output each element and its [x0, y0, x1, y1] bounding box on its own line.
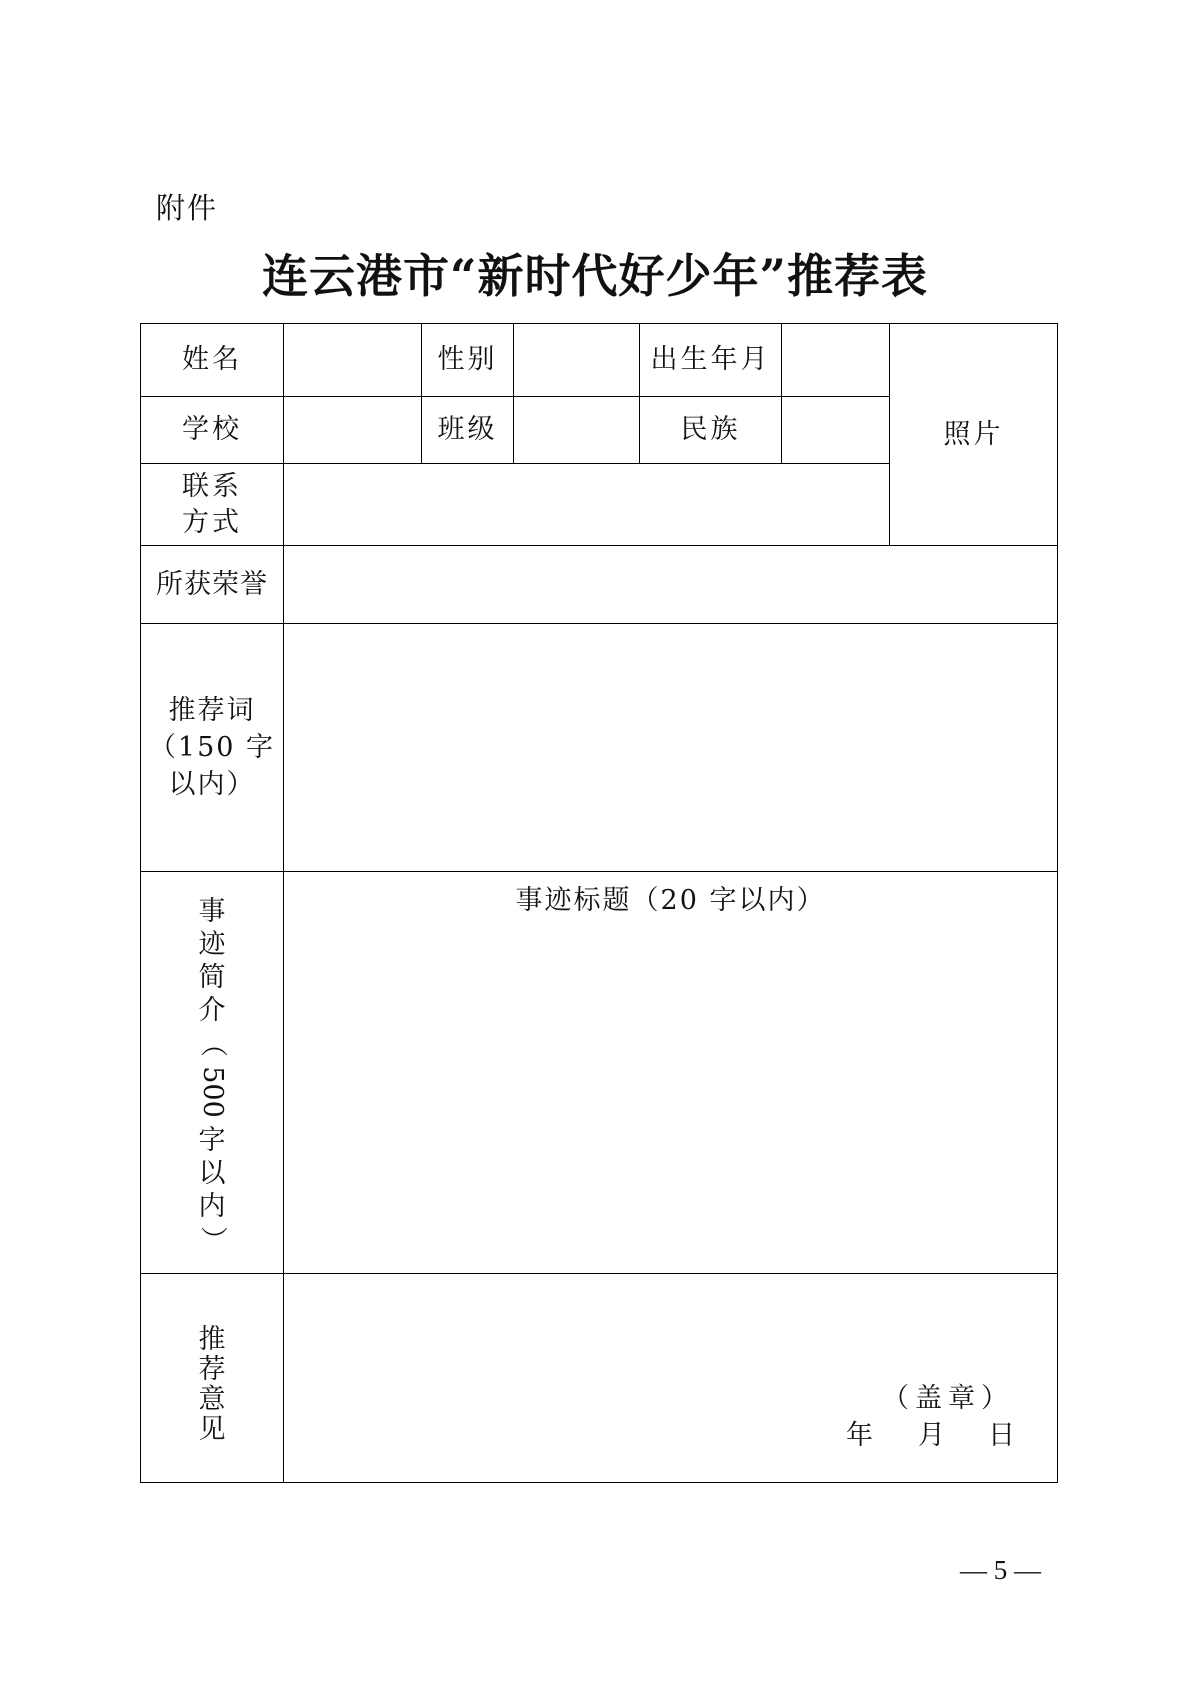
- date-day-label: 日: [988, 1420, 1015, 1451]
- ethnicity-field[interactable]: [782, 397, 889, 463]
- opinion-field[interactable]: [284, 1274, 1057, 1364]
- date-year-label: 年: [846, 1420, 873, 1451]
- story-label-char: 500: [196, 1066, 228, 1118]
- story-label-char: 事: [198, 896, 226, 927]
- name-label: 姓名: [182, 344, 242, 375]
- opinion-label-char: 意: [198, 1384, 226, 1415]
- gender-label: 性别: [437, 344, 498, 375]
- contact-field[interactable]: [284, 464, 889, 545]
- birth-field[interactable]: [782, 324, 889, 396]
- story-field[interactable]: [284, 920, 1057, 1273]
- class-field[interactable]: [514, 397, 639, 463]
- opinion-label-char: 见: [198, 1414, 226, 1445]
- table-border-right: [1057, 323, 1058, 1483]
- school-label: 学校: [182, 414, 242, 445]
- opinion-label-char: 推: [198, 1324, 226, 1355]
- story-label-char: （: [196, 1030, 228, 1057]
- photo-slot[interactable]: 照片: [943, 418, 1004, 450]
- story-label-char: 简: [198, 962, 226, 993]
- recommendation-label-line2: （150 字: [148, 732, 276, 763]
- recommendation-label: [141, 624, 283, 871]
- recommendation-field[interactable]: [284, 624, 1057, 871]
- school-field[interactable]: [284, 397, 421, 463]
- contact-label-line1: 联系: [182, 470, 242, 502]
- story-label-char: ）: [196, 1226, 228, 1253]
- opinion-label-char: 荐: [198, 1354, 226, 1385]
- story-label-char: 内: [198, 1191, 226, 1222]
- recommendation-label-line3: 以内）: [168, 769, 256, 800]
- date-month-label: 月: [918, 1420, 945, 1451]
- story-label-char: 介: [198, 995, 226, 1026]
- ethnicity-label: 民族: [680, 414, 741, 445]
- honors-label: 所获荣誉: [156, 568, 268, 600]
- contact-label-line2: 方式: [182, 506, 242, 538]
- gender-field[interactable]: [514, 324, 639, 396]
- honors-field[interactable]: [284, 546, 1057, 623]
- story-label: [141, 872, 283, 1273]
- seal-label: （盖章）: [882, 1383, 1014, 1414]
- opinion-label: [141, 1274, 283, 1482]
- page-number: — 5 —: [960, 1555, 1041, 1585]
- table-border-bottom: [140, 1482, 1058, 1483]
- contact-label: [141, 464, 283, 545]
- attachment-label: 附件: [156, 191, 219, 225]
- story-title-hint: 事迹标题（20 字以内）: [515, 885, 826, 916]
- class-label: 班级: [437, 414, 498, 445]
- story-label-char: 迹: [198, 929, 226, 960]
- form-title: 连云港市“新时代好少年”推荐表: [262, 249, 928, 303]
- birth-label: 出生年月: [650, 344, 771, 375]
- story-label-char: 字: [198, 1125, 226, 1156]
- story-label-char: 以: [198, 1158, 226, 1189]
- name-field[interactable]: [284, 324, 421, 396]
- recommendation-label-line1: 推荐词: [168, 695, 256, 726]
